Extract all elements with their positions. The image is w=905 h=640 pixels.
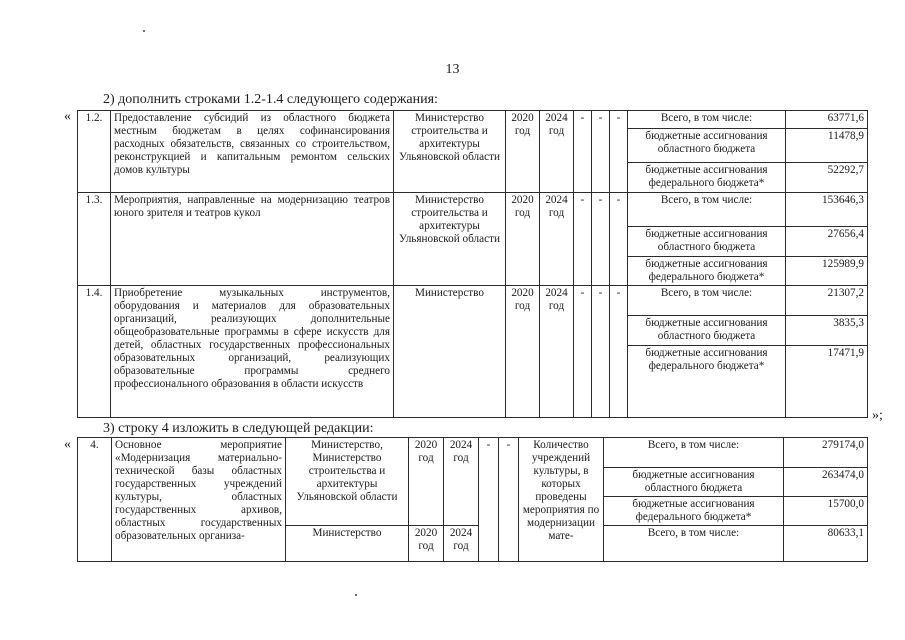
row-start-year: 2020 год bbox=[506, 111, 540, 193]
row-executor: Министерство строительства и архитектуры Ульяновской области bbox=[394, 193, 506, 286]
fin-label: Всего, в том числе: bbox=[628, 111, 786, 129]
row-dash: - bbox=[499, 438, 519, 562]
fin-label: Всего, в том числе: bbox=[604, 526, 784, 562]
row-start-year: 2020 год bbox=[506, 193, 540, 286]
row-number: 1.4. bbox=[78, 286, 111, 418]
row-dash: - bbox=[610, 193, 628, 286]
fin-value: 52292,7 bbox=[786, 163, 868, 193]
row-dash: - bbox=[479, 438, 499, 562]
row-dash: - bbox=[592, 286, 610, 418]
table-rows-1-2-1-4 bbox=[77, 110, 868, 418]
table-row-4 bbox=[77, 437, 868, 562]
fin-label: бюджетные ассигнования федерального бюджета* bbox=[604, 497, 784, 526]
row-start-year: 2020 год bbox=[409, 526, 444, 562]
row-dash: - bbox=[592, 111, 610, 193]
row-dash: - bbox=[574, 286, 592, 418]
row-start-year: 2020 год bbox=[409, 438, 444, 526]
row-end-year: 2024 год bbox=[540, 193, 574, 286]
table-row bbox=[78, 193, 868, 227]
fin-label: бюджетные ассигнования областного бюджета bbox=[628, 227, 786, 257]
row-name: Основное мероприятие «Модернизация материально-технической базы областных государственных учреждений культуры, областных государственных архивов, областных государственных образовательных организа- bbox=[112, 438, 286, 562]
scan-speck bbox=[355, 594, 357, 596]
row-indicator: Количество учреждений культуры, в которых проведены мероприятия по модернизации мате- bbox=[519, 438, 604, 562]
fin-value: 17471,9 bbox=[786, 346, 868, 418]
fin-value: 279174,0 bbox=[784, 438, 868, 468]
fin-label: Всего, в том числе: bbox=[628, 193, 786, 227]
row-executor: Министерство bbox=[394, 286, 506, 418]
fin-value: 15700,0 bbox=[784, 497, 868, 526]
table-row bbox=[78, 438, 868, 468]
fin-label: бюджетные ассигнования федерального бюджета* bbox=[628, 346, 786, 418]
fin-label: бюджетные ассигнования федерального бюджета* bbox=[628, 257, 786, 286]
fin-label: бюджетные ассигнования областного бюджета bbox=[604, 468, 784, 497]
open-quote: « bbox=[64, 437, 71, 452]
row-number: 4. bbox=[78, 438, 112, 562]
row-dash: - bbox=[610, 286, 628, 418]
fin-value: 11478,9 bbox=[786, 129, 868, 163]
table-row bbox=[78, 286, 868, 316]
row-name: Предоставление субсидий из областного бюджета местным бюджетам в целях софинансирования расходных обязательств, связанных со строительством, реконструкцией и капитальным ремонтом сельских домов культуры bbox=[111, 111, 394, 193]
fin-label: бюджетные ассигнования областного бюджета bbox=[628, 129, 786, 163]
row-end-year: 2024 год bbox=[444, 526, 479, 562]
fin-value: 80633,1 bbox=[784, 526, 868, 562]
fin-value: 263474,0 bbox=[784, 468, 868, 497]
instruction-replace-row: 3) строку 4 изложить в следующей редакции: bbox=[103, 421, 374, 436]
page-number: 13 bbox=[445, 62, 460, 77]
row-end-year: 2024 год bbox=[444, 438, 479, 526]
row-end-year: 2024 год bbox=[540, 286, 574, 418]
row-dash: - bbox=[610, 111, 628, 193]
fin-value: 125989,9 bbox=[786, 257, 868, 286]
row-name: Приобретение музыкальных инструментов, оборудования и материалов для образовательных организаций, реализующих дополнительные общеобразовательные программы в сфере искусств для детей, областных государственных профессиональных образовательных организаций, реализующих образовательные программы среднего профессионального образования в области искусств bbox=[111, 286, 394, 418]
row-start-year: 2020 год bbox=[506, 286, 540, 418]
instruction-add-rows: 2) дополнить строками 1.2-1.4 следующего содержания: bbox=[103, 92, 438, 107]
fin-label: бюджетные ассигнования областного бюджета bbox=[628, 316, 786, 346]
fin-value: 153646,3 bbox=[786, 193, 868, 227]
fin-label: бюджетные ассигнования федерального бюджета* bbox=[628, 163, 786, 193]
close-quote: »; bbox=[872, 408, 883, 423]
row-executor: Министерство bbox=[286, 526, 409, 562]
scan-speck bbox=[143, 30, 145, 32]
row-executor: Министерство строительства и архитектуры Ульяновской области bbox=[394, 111, 506, 193]
fin-value: 63771,6 bbox=[786, 111, 868, 129]
fin-value: 3835,3 bbox=[786, 316, 868, 346]
fin-label: Всего, в том числе: bbox=[604, 438, 784, 468]
row-executor: Министерство, Министерство строительства и архитектуры Ульяновской области bbox=[286, 438, 409, 526]
open-quote: « bbox=[64, 109, 71, 124]
fin-value: 27656,4 bbox=[786, 227, 868, 257]
fin-value: 21307,2 bbox=[786, 286, 868, 316]
row-dash: - bbox=[574, 193, 592, 286]
row-end-year: 2024 год bbox=[540, 111, 574, 193]
row-dash: - bbox=[574, 111, 592, 193]
row-dash: - bbox=[592, 193, 610, 286]
row-number: 1.3. bbox=[78, 193, 111, 286]
table-row bbox=[78, 111, 868, 129]
fin-label: Всего, в том числе: bbox=[628, 286, 786, 316]
row-number: 1.2. bbox=[78, 111, 111, 193]
row-name: Мероприятия, направленные на модернизацию театров юного зрителя и театров кукол bbox=[111, 193, 394, 286]
